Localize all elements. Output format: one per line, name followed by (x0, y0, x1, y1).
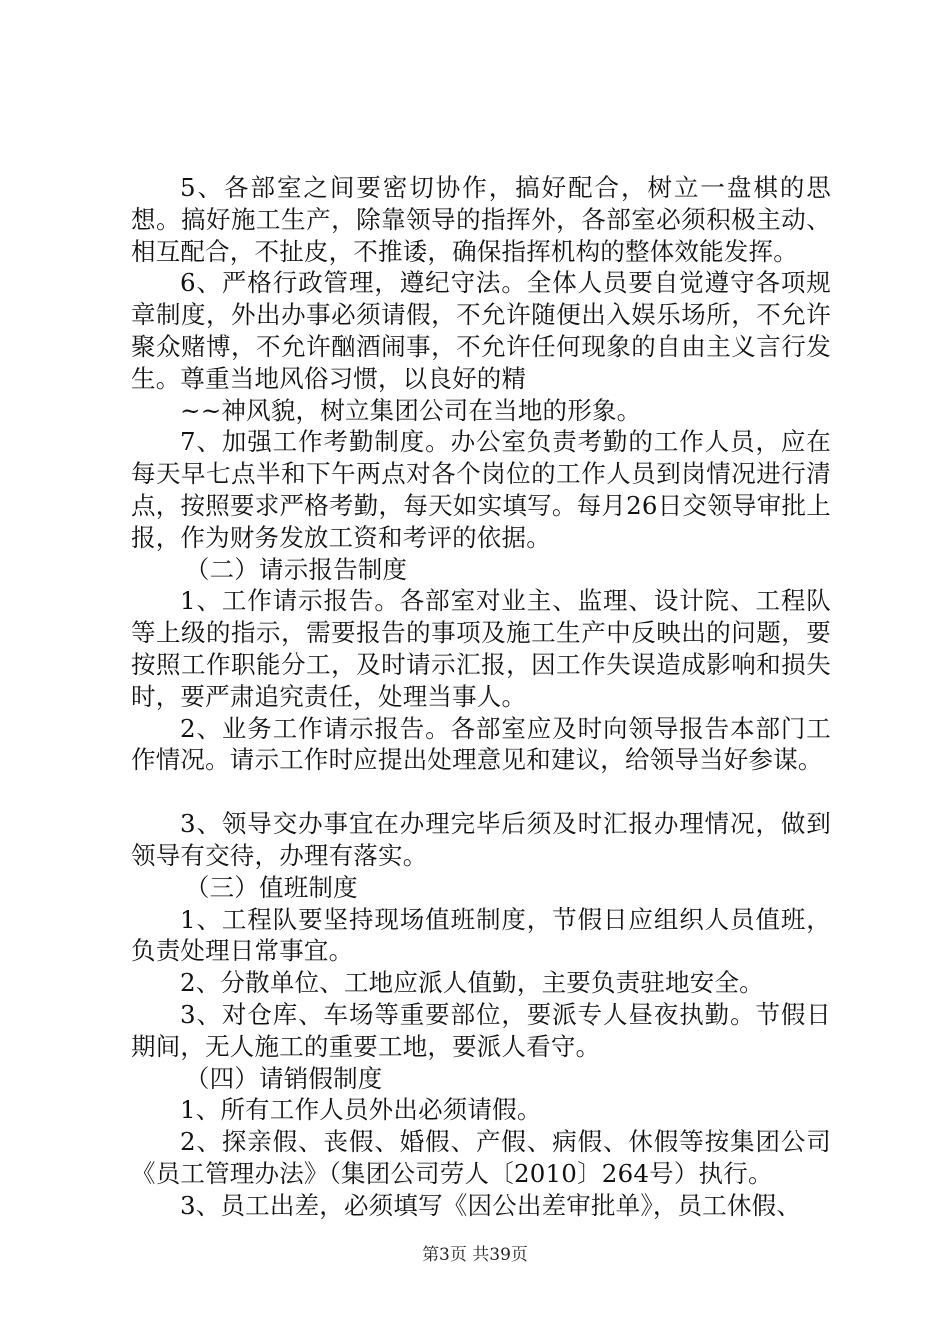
paragraph-7: 7、加强工作考勤制度。办公室负责考勤的工作人员，应在每天早七点半和下午两点对各个岗位的工作人员到岗情况进行清点，按照要求严格考勤，每天如实填写。每月26日交领导审批上报，作为财务发放工资和考评的依据。 (131, 427, 831, 552)
report-item-1: 1、工作请示报告。各部室对业主、监理、设计院、工程队等上级的指示，需要报告的事项及施工生产中反映出的问题，要按照工作职能分工，及时请示汇报，因工作失误造成影响和损失时，要严肃追究责任，处理当事人。 (131, 586, 831, 711)
section-heading-report: （二）请示报告制度 (184, 554, 408, 584)
leave-item-3: 3、员工出差，必须填写《因公出差审批单》，员工休假、 (180, 1190, 802, 1220)
leave-item-2: 2、探亲假、丧假、婚假、产假、病假、休假等按集团公司《员工管理办法》（集团公司劳人〔2010〕264号）执行。 (131, 1127, 831, 1188)
paragraph-6: 6、严格行政管理，遵纪守法。全体人员要自觉遵守各项规章制度，外出办事必须请假，不允许随便出入娱乐场所，不允许聚众赌博，不允许酗酒闹事，不允许任何现象的自由主义言行发生。尊重当地风俗习惯，以良好的精 (131, 268, 831, 393)
duty-item-1: 1、工程队要坚持现场值班制度，节假日应组织人员值班，负责处理日常事宜。 (131, 904, 831, 966)
paragraph-6-continued: ~~神风貌，树立集团公司在当地的形象。 (180, 395, 642, 425)
section-heading-duty: （三）值班制度 (184, 872, 358, 902)
duty-item-2: 2、分散单位、工地应派人值勤，主要负责驻地安全。 (180, 968, 764, 998)
leave-item-1: 1、所有工作人员外出必须请假。 (180, 1095, 542, 1125)
report-item-3: 3、领导交办事宜在办理完毕后须及时汇报办理情况，做到领导有交待，办理有落实。 (131, 809, 831, 870)
paragraph-gap (131, 776, 831, 808)
page-footer: 第3页 共39页 (422, 1245, 528, 1265)
paragraph-5: 5、各部室之间要密切协作，搞好配合，树立一盘棋的思想。搞好施工生产，除靠领导的指挥外，各部室必须积极主动、相互配合，不扯皮，不推诿，确保指挥机构的整体效能发挥。 (131, 173, 831, 266)
document-body (131, 172, 831, 1222)
report-item-2: 2、业务工作请示报告。各部室应及时向领导报告本部门工作情况。请示工作时应提出处理意见和建议，给领导当好参谋。 (131, 713, 831, 775)
section-heading-leave: （四）请销假制度 (184, 1063, 383, 1093)
duty-item-3: 3、对仓库、车场等重要部位，要派专人昼夜执勤。节假日期间，无人施工的重要工地，要派人看守。 (131, 999, 831, 1061)
